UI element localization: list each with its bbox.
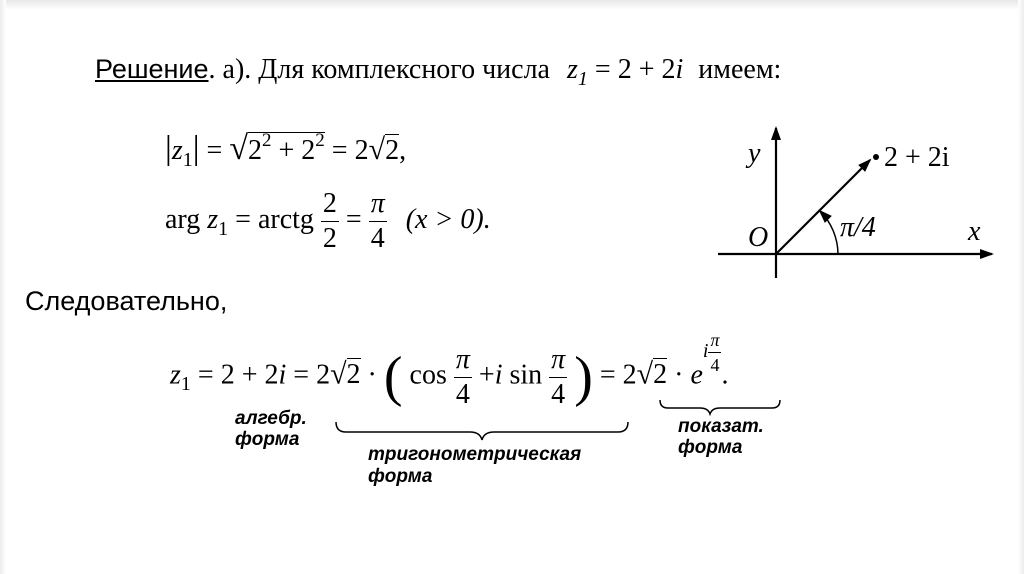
solution-label: Решение xyxy=(95,54,209,84)
angle-label: π/4 xyxy=(840,212,876,243)
x-axis-label: x xyxy=(968,216,981,247)
z1-symbol: $z_1$ xyxy=(567,54,588,90)
exponential-annotation: показат. форма xyxy=(678,416,764,458)
conclusion-text: Следовательно, xyxy=(25,286,228,316)
exp-brace xyxy=(660,400,780,414)
trigonometric-annotation: тригонометрическая форма xyxy=(368,444,582,487)
heading-tail: имеем: xyxy=(698,54,782,85)
origin-label: O xyxy=(748,222,769,253)
modulus-formula: $|z_1| = √2^2 + 2^2 = 2√2$, xyxy=(165,130,407,171)
heading-text: . а). Для комплексного числа xyxy=(208,54,550,85)
trig-brace xyxy=(336,422,628,440)
algebraic-annotation: алгебр. форма xyxy=(235,408,307,450)
main-formula: $z_1 = 2 + 2i = 2√2$ · ( cos $\frac{\pi}{4}$ +i sin $\frac{\pi}{4}$ ) = $2√2 \cdot e^{i \frac{\pi}{4}}$ . xyxy=(170,330,729,410)
heading-equals: = 2 + 2 xyxy=(594,54,676,85)
argument-formula: arg $z_1$ = arctg $\frac{2}{2}$ = $\frac{\pi}{4}$ (x > 0). xyxy=(165,188,491,254)
imaginary-unit: i xyxy=(675,54,684,85)
point-dot xyxy=(873,154,879,160)
angle-arc xyxy=(820,211,838,254)
point-label: 2 + 2i xyxy=(884,142,950,173)
y-axis-label: y xyxy=(748,138,761,169)
